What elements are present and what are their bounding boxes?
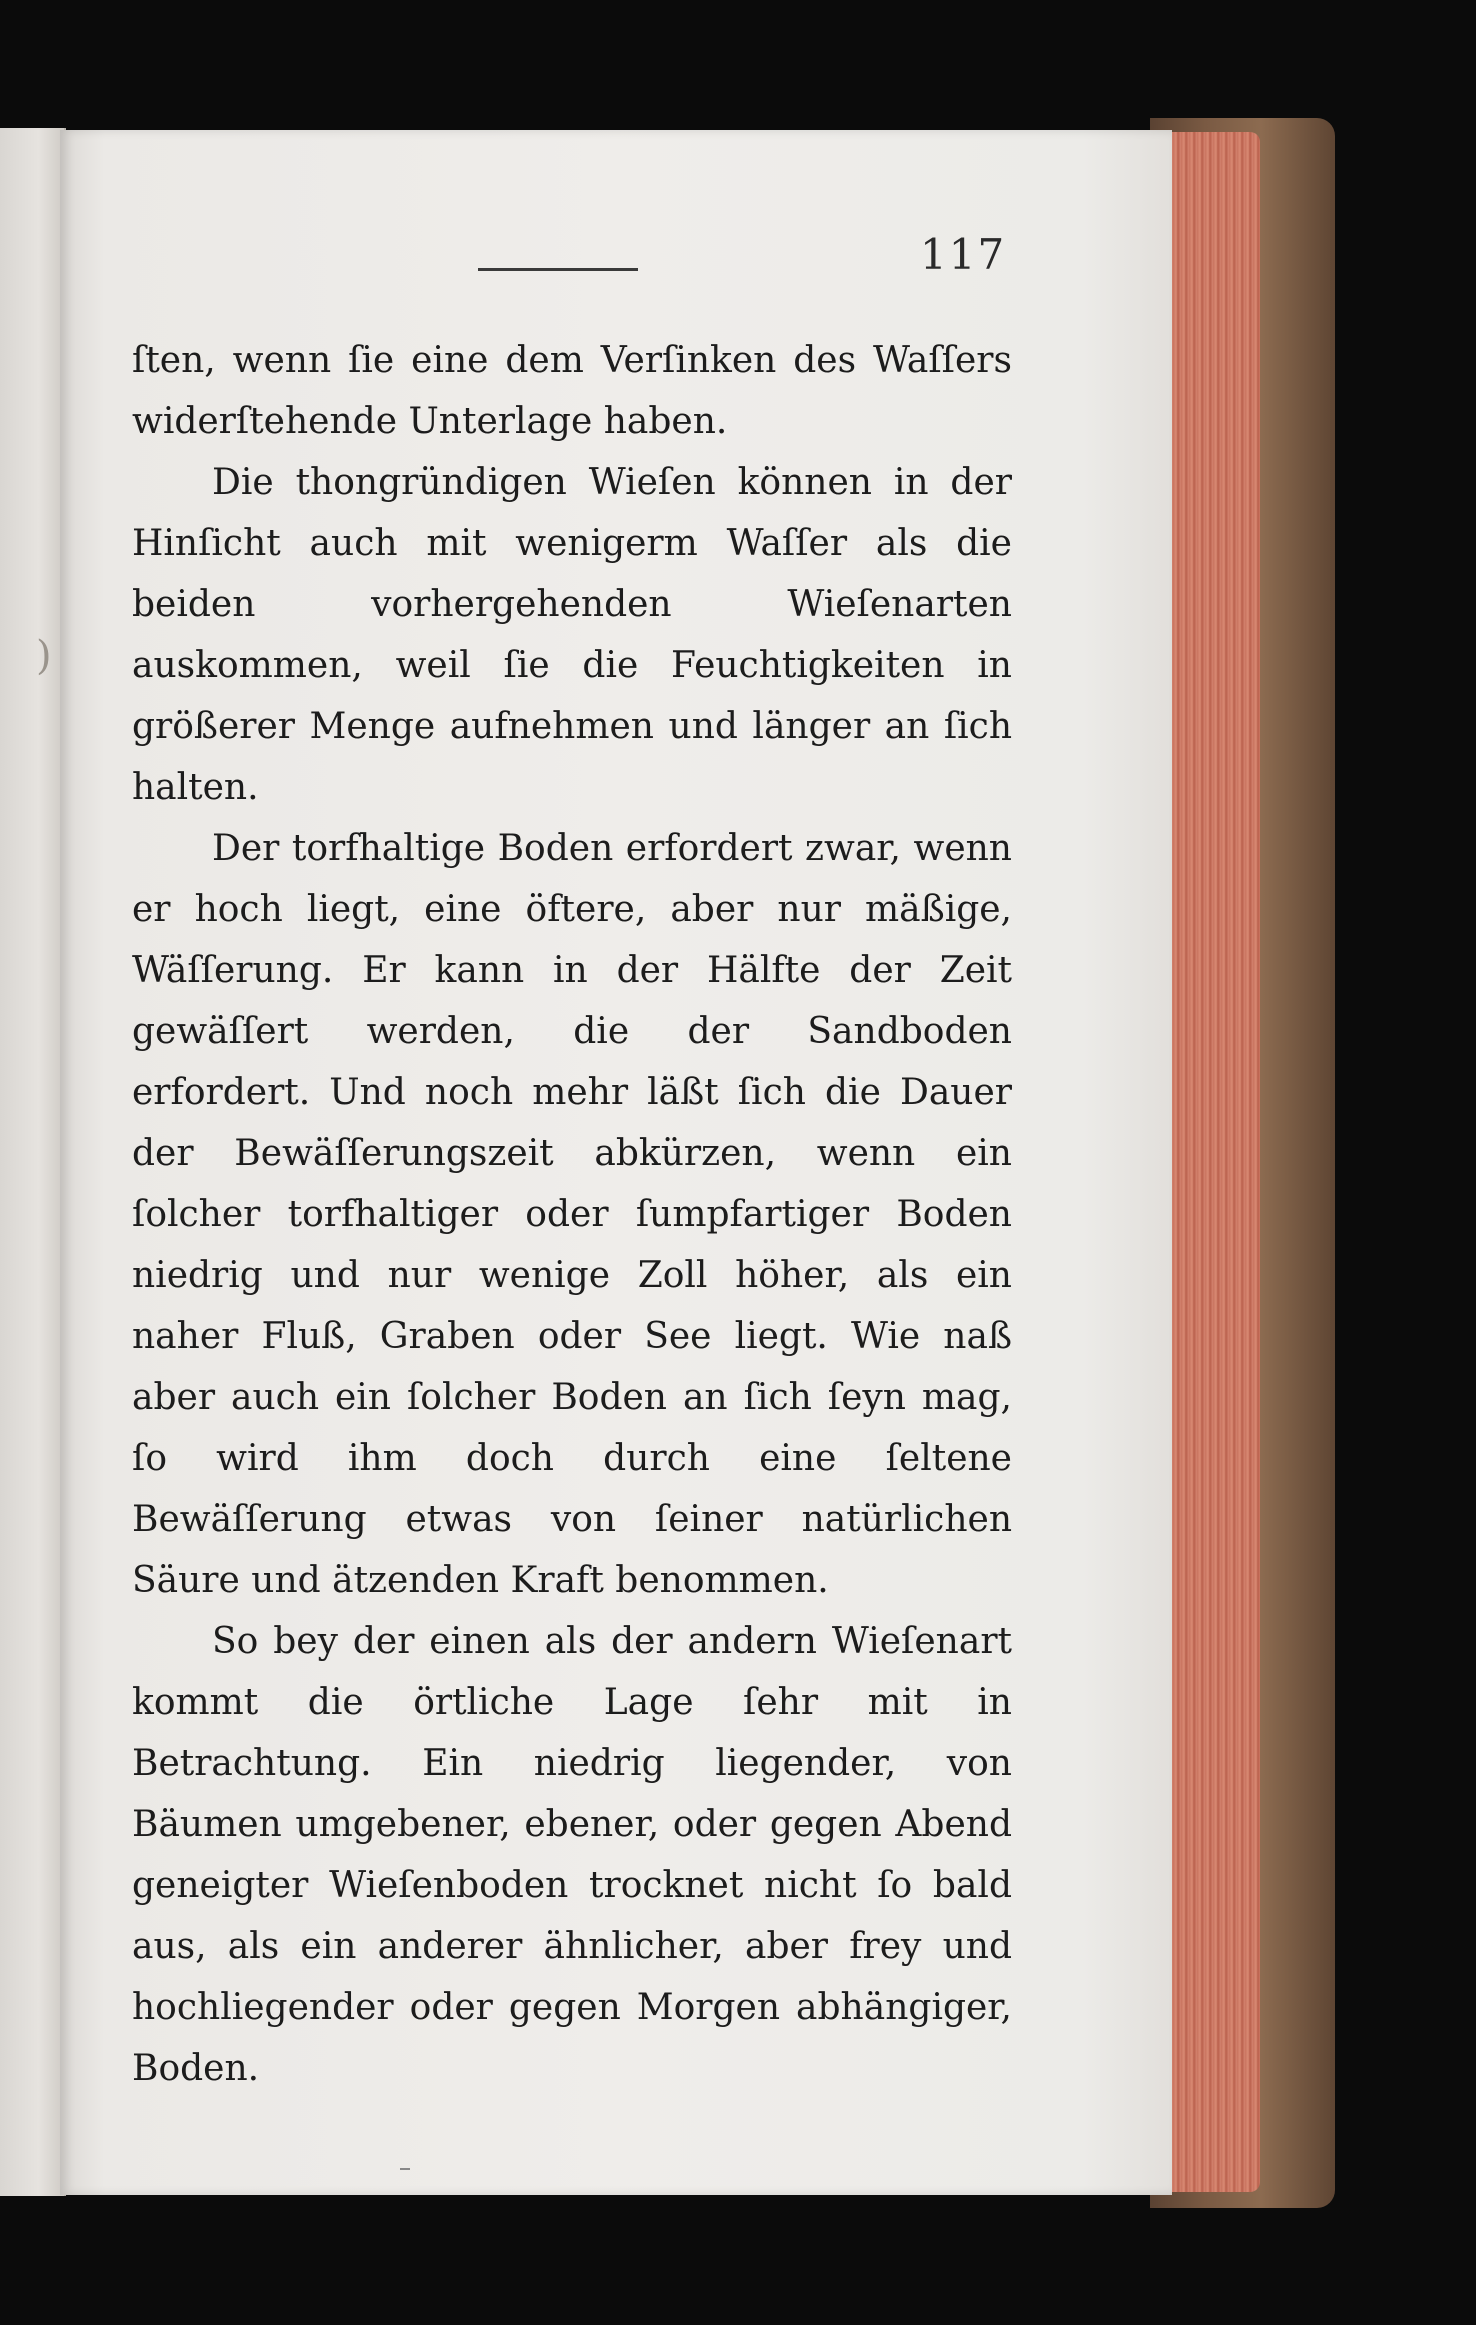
left-margin-mark: )	[36, 633, 52, 679]
left-page-edge	[0, 128, 66, 2196]
paragraph-4: So bey der einen als der andern Wieſenart kommt die örtliche Lage ſehr mit in Betrachtung. Ein niedrig liegender, von Bäumen umgebener, ebener, oder gegen Abend geneigter Wieſenboden trocknet nicht ſo bald aus, als ein anderer ähnlicher, aber frey und hochliegender oder gegen Morgen abhängiger, Boden.	[132, 1621, 1012, 2089]
stray-mark	[400, 2168, 410, 2170]
paragraph-1: ſten, wenn ſie eine dem Verſinken des Waſſers widerſtehende Unterlage haben.	[132, 340, 1012, 442]
page-number: 117	[920, 230, 1007, 279]
red-page-edges	[1165, 132, 1260, 2192]
paragraph-2: Die thongründigen Wieſen können in der Hinſicht auch mit wenigerm Waſſer als die beiden vorhergehenden Wieſenarten auskommen, weil ſie die Feuchtigkeiten in größerer Menge aufnehmen und länger an ſich halten.	[132, 462, 1012, 808]
paragraph-3: Der torfhaltige Boden erfordert zwar, wenn er hoch liegt, eine öftere, aber nur mäßige, Wäſſerung. Er kann in der Hälfte der Zeit gewäſſert werden, die der Sandboden erfordert. Und noch mehr läßt ſich die Dauer der Bewäſſerungszeit abkürzen, wenn ein ſolcher torfhaltiger oder ſumpfartiger Boden niedrig und nur wenige Zoll höher, als ein naher Fluß, Graben oder See liegt. Wie naß aber auch ein ſolcher Boden an ſich ſeyn mag, ſo wird ihm doch durch eine ſeltene Bewäſſerung etwas von ſeiner natürlichen Säure und ätzenden Kraft benommen.	[132, 828, 1012, 1601]
body-text	[132, 330, 1012, 2099]
header-rule	[478, 268, 638, 271]
book-page	[60, 130, 1172, 2195]
